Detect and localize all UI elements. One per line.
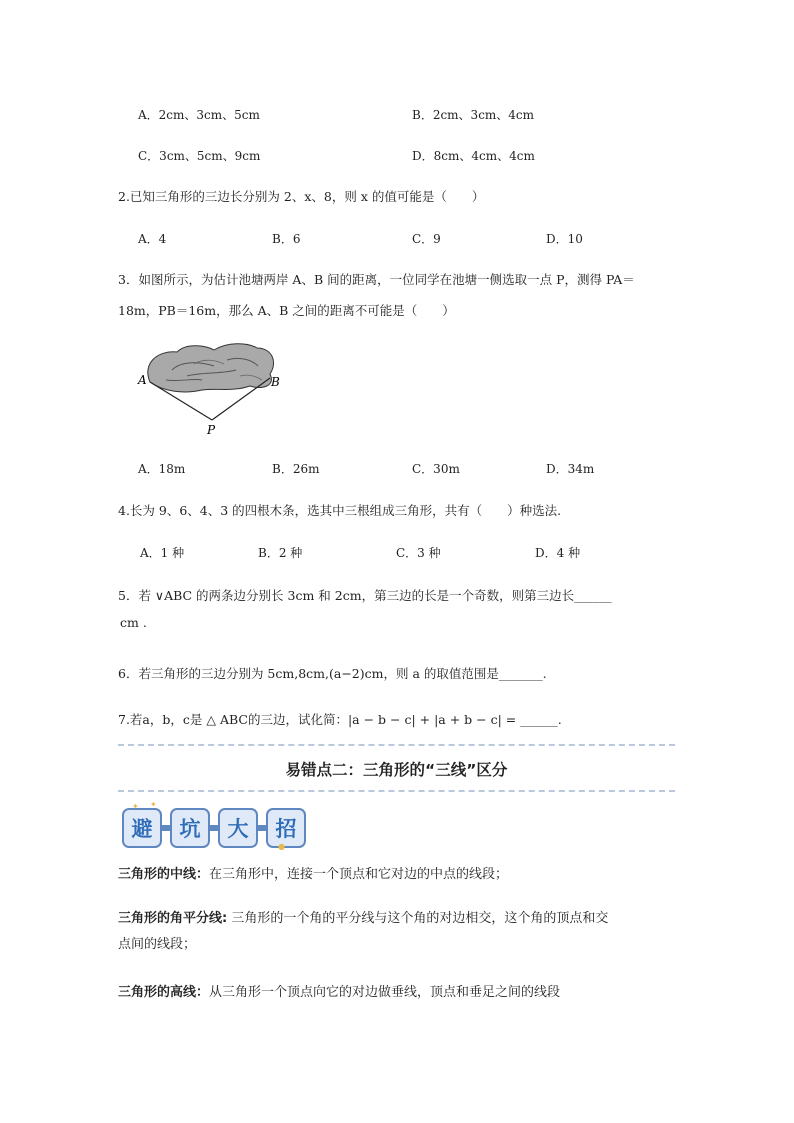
q3-option-b: B．26m	[272, 462, 320, 476]
q1-option-b: B．2cm、3cm、4cm	[412, 108, 535, 122]
median-text: 在三角形中，连接一个顶点和它对边的中点的线段；	[209, 867, 509, 882]
q7-stem: 7.若a，b，c是 △ ABC的三边，试化简：|a − b − c| + |a + b − c| = ______.	[118, 712, 562, 727]
definition-altitude	[118, 980, 678, 1006]
q3-stem-line2: 18m，PB＝16m，那么 A、B 之间的距离不可能是（ ）	[118, 303, 455, 318]
bisector-text-2: 点间的线段；	[118, 937, 197, 952]
q1-option-c: C．3cm、5cm、9cm	[138, 149, 261, 163]
sparkle-icon: ✦	[150, 800, 157, 809]
badge-char-4: 招	[266, 808, 306, 848]
definition-median	[118, 862, 678, 888]
altitude-text: 从三角形一个顶点向它的对边做垂线，顶点和垂足之间的线段	[209, 985, 561, 1000]
section-title: 易错点二：三角形的“三线”区分	[285, 761, 508, 779]
q5-stem-line2: cm .	[120, 615, 147, 630]
badge-char-1: 避	[122, 808, 162, 848]
q2-option-a: A．4	[138, 232, 167, 246]
badge-char-2: 坑	[170, 808, 210, 848]
q1-option-d: D．8cm、4cm、4cm	[412, 149, 535, 163]
q2-option-c: C．9	[412, 232, 441, 246]
q2-stem: 2.已知三角形的三边长分别为 2、x、8，则 x 的值可能是（ ）	[118, 189, 485, 204]
q3-option-c: C．30m	[412, 462, 460, 476]
q4-option-a: A．1 种	[140, 546, 185, 560]
divider-top	[118, 744, 675, 746]
q1-option-a: A．2cm、3cm、5cm	[138, 108, 260, 122]
pond-shape	[148, 344, 274, 392]
q3-stem-line1: 3．如图所示，为估计池塘两岸 A、B 间的距离，一位同学在池塘一侧选取一点 P，测得 PA＝	[118, 272, 635, 287]
sparkle-icon: ✦	[132, 802, 139, 811]
label-b: B	[271, 375, 280, 389]
bisector-term: 三角形的角平分线:	[118, 911, 228, 926]
definition-bisector	[118, 906, 678, 958]
q6-stem: 6．若三角形的三边分别为 5cm,8cm,(a−2)cm，则 a 的取值范围是_______.	[118, 666, 547, 681]
q2-option-b: B．6	[272, 232, 301, 246]
q5-stem-line1: 5．若 ∨ABC 的两条边分别长 3cm 和 2cm，第三边的长是一个奇数，则第三边长______	[118, 588, 612, 603]
q4-option-b: B．2 种	[258, 546, 303, 560]
altitude-term: 三角形的高线：	[118, 985, 210, 1000]
q3-option-d: D．34m	[546, 462, 595, 476]
q3-option-a: A．18m	[138, 462, 186, 476]
label-a: A	[138, 373, 147, 387]
label-p: P	[207, 423, 216, 437]
badge-char-3: 大	[218, 808, 258, 848]
q4-option-c: C．3 种	[396, 546, 441, 560]
median-term: 三角形的中线：	[118, 867, 210, 882]
sparkle-icon: ●	[278, 842, 285, 851]
divider-bottom	[118, 790, 675, 792]
q2-option-d: D．10	[546, 232, 583, 246]
q4-option-d: D．4 种	[535, 546, 581, 560]
q4-stem: 4.长为 9、6、4、3 的四根木条，选其中三根组成三角形，共有（ ）种选法.	[118, 503, 562, 518]
bisector-text-1: 三角形的一个角的平分线与这个角的对边相交，这个角的顶点和交	[227, 911, 609, 926]
pond-figure	[132, 334, 292, 439]
